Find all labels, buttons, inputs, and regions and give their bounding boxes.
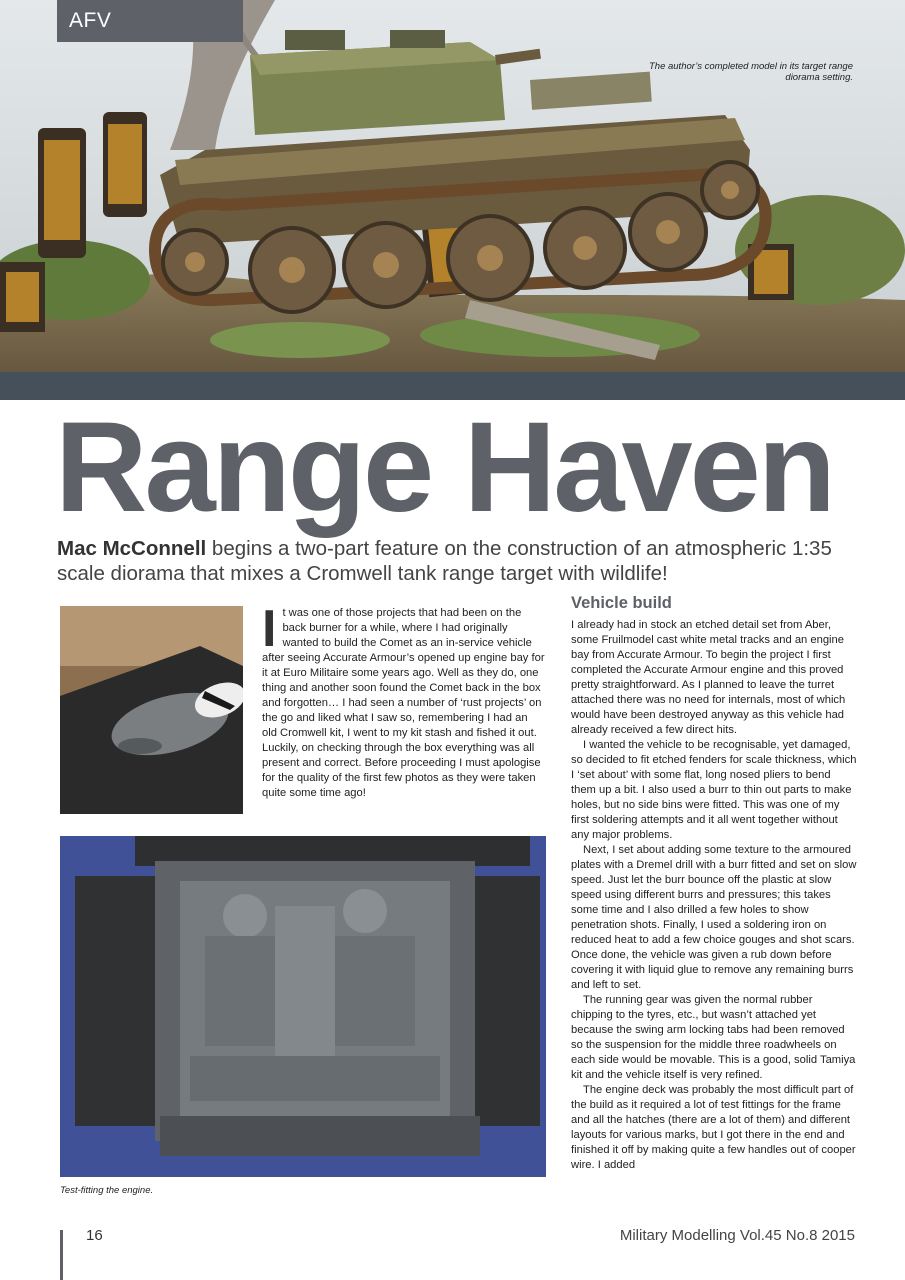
vehicle-build-paragraph: The running gear was given the normal rubber chipping to the tyres, etc., but wasn’t attached yet because the swing arm locking tabs had been removed so the suspension for the middle three roadwheels on each side would be movable. This is a good, solid Tamiya kit and the vehicle itself is very refined.: [571, 994, 856, 1081]
intro-body: t was one of those projects that had been on the back burner for a while, where I had originally wanted to build the Comet as an in-service vehicle after seeing Accurate Armour’s opened up engine bay for it at Euro Militaire some years ago. Well as they do, one thing and another soon found the Comet back in the box and forgotten… I had seen a number of ‘rust projects’ on the go and liked what I saw so, remembering I had an old Cromwell kit, I went to my kit stash and fished it out. Luckily, on checking through the box everything was all present and correct. Before proceeding I must apologise for the quality of the first few photos as they were taken quite some time ago!: [262, 607, 545, 799]
hero-photo: [0, 0, 905, 400]
standfirst-text: begins a two-part feature on the construction of an atmospheric 1:35 scale diorama that mixes a Cromwell tank range target with wildlife!: [57, 537, 832, 585]
engine-caption: Test-fitting the engine.: [60, 1185, 154, 1196]
tank-diorama-image: [0, 0, 905, 400]
engine-photo: [60, 836, 546, 1177]
magazine-issue: Military Modelling Vol.45 No.8 2015: [619, 1227, 855, 1244]
section-label: AFV: [69, 9, 112, 32]
folio-bar: [60, 1230, 63, 1280]
intro-text: [262, 600, 545, 801]
page-number: 16: [86, 1227, 103, 1244]
author-name: Mac McConnell: [57, 537, 207, 560]
badger-photo: [60, 606, 243, 814]
vehicle-build-paragraph: I wanted the vehicle to be recognisable, yet damaged, so decided to fit etched fenders for scale thickness, which I ‘set about’ with some flat, long nosed pliers to bend them up a bit. I also used a burr to thin out parts to make holes, but no side bins were fitted. This was one of my first soldering attempts and it all went together without any major problems.: [571, 739, 857, 841]
page-title: Range Haven: [55, 396, 833, 539]
hero-caption: The author’s completed model in its target range diorama setting.: [648, 61, 853, 83]
vehicle-build-heading: Vehicle build: [571, 594, 672, 612]
section-tag: [57, 0, 243, 42]
standfirst: [57, 536, 857, 586]
vehicle-build-paragraph: I already had in stock an etched detail set from Aber, some Fruilmodel cast white metal tracks and an engine bay from Accurate Armour. To begin the project I first completed the Accurate Armour engine and this proved pretty straightforward. As I planned to leave the turret attached there was no need for internals, most of which would have been destroyed anyway as this vehicle had already received a few direct hits.: [571, 619, 846, 736]
vehicle-build-paragraph: Next, I set about adding some texture to the armoured plates with a Dremel drill with a burr fitted and set on slow speed. Just let the burr bounce off the plastic at slow speed using different burrs and pressures; this takes some time and I also drilled a few holes to show penetration shots. Finally, I used a soldering iron on reduced heat to add a few choice gouges and shot scars. Once done, the vehicle was given a rub down before covering it with liquid glue to remove any remaining burrs and left to set.: [571, 844, 857, 991]
drop-cap: I: [262, 600, 277, 658]
vehicle-build-paragraph: The engine deck was probably the most difficult part of the build as it required a lot of test fittings for the frame and all the hatches (there are a lot of them) and different layouts for various marks, but I got there in the end and finished it off by making quite a few handles out of cooper wire. I added: [571, 1084, 856, 1171]
vehicle-build-column: [571, 596, 857, 1173]
